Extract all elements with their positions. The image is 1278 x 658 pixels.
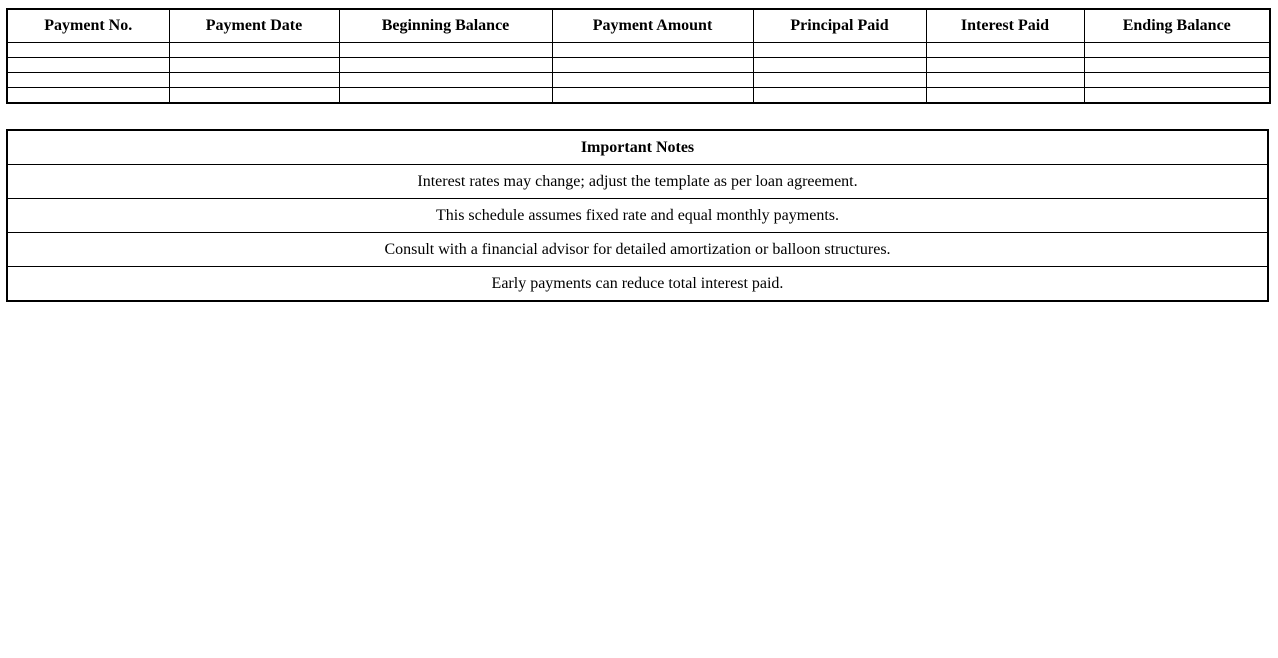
note-row: [7, 267, 1268, 302]
column-header-payment-no: Payment No.: [7, 9, 169, 43]
empty-cell: [7, 73, 169, 88]
table-row: [7, 88, 1270, 104]
note-text: This schedule assumes fixed rate and equal monthly payments.: [7, 199, 1268, 233]
empty-cell: [753, 58, 926, 73]
empty-cell: [339, 88, 552, 104]
empty-cell: [753, 73, 926, 88]
empty-cell: [169, 73, 339, 88]
note-text: Interest rates may change; adjust the template as per loan agreement.: [7, 165, 1268, 199]
column-header-interest-paid: Interest Paid: [926, 9, 1084, 43]
empty-cell: [926, 88, 1084, 104]
amortization-schedule-table: [6, 8, 1271, 104]
empty-cell: [339, 43, 552, 58]
empty-cell: [753, 43, 926, 58]
column-header-principal-paid: Principal Paid: [753, 9, 926, 43]
empty-cell: [1084, 88, 1270, 104]
empty-cell: [1084, 43, 1270, 58]
note-row: [7, 165, 1268, 199]
notes-title: Important Notes: [7, 130, 1268, 165]
column-header-beginning-balance: Beginning Balance: [339, 9, 552, 43]
empty-cell: [1084, 58, 1270, 73]
empty-cell: [169, 58, 339, 73]
important-notes-table: [6, 129, 1269, 302]
empty-cell: [7, 58, 169, 73]
empty-cell: [552, 88, 753, 104]
table-row: [7, 58, 1270, 73]
empty-cell: [339, 73, 552, 88]
empty-cell: [552, 73, 753, 88]
empty-cell: [552, 58, 753, 73]
empty-cell: [7, 43, 169, 58]
note-row: [7, 233, 1268, 267]
empty-cell: [926, 43, 1084, 58]
empty-cell: [1084, 73, 1270, 88]
note-row: [7, 199, 1268, 233]
schedule-header-row: [7, 9, 1270, 43]
table-row: [7, 43, 1270, 58]
note-text: Consult with a financial advisor for detailed amortization or balloon structures.: [7, 233, 1268, 267]
empty-cell: [926, 73, 1084, 88]
empty-cell: [339, 58, 552, 73]
empty-cell: [169, 43, 339, 58]
note-text: Early payments can reduce total interest paid.: [7, 267, 1268, 302]
empty-cell: [169, 88, 339, 104]
empty-cell: [7, 88, 169, 104]
notes-title-row: [7, 130, 1268, 165]
empty-cell: [926, 58, 1084, 73]
empty-cell: [753, 88, 926, 104]
column-header-payment-date: Payment Date: [169, 9, 339, 43]
empty-cell: [552, 43, 753, 58]
column-header-ending-balance: Ending Balance: [1084, 9, 1270, 43]
column-header-payment-amount: Payment Amount: [552, 9, 753, 43]
table-row: [7, 73, 1270, 88]
